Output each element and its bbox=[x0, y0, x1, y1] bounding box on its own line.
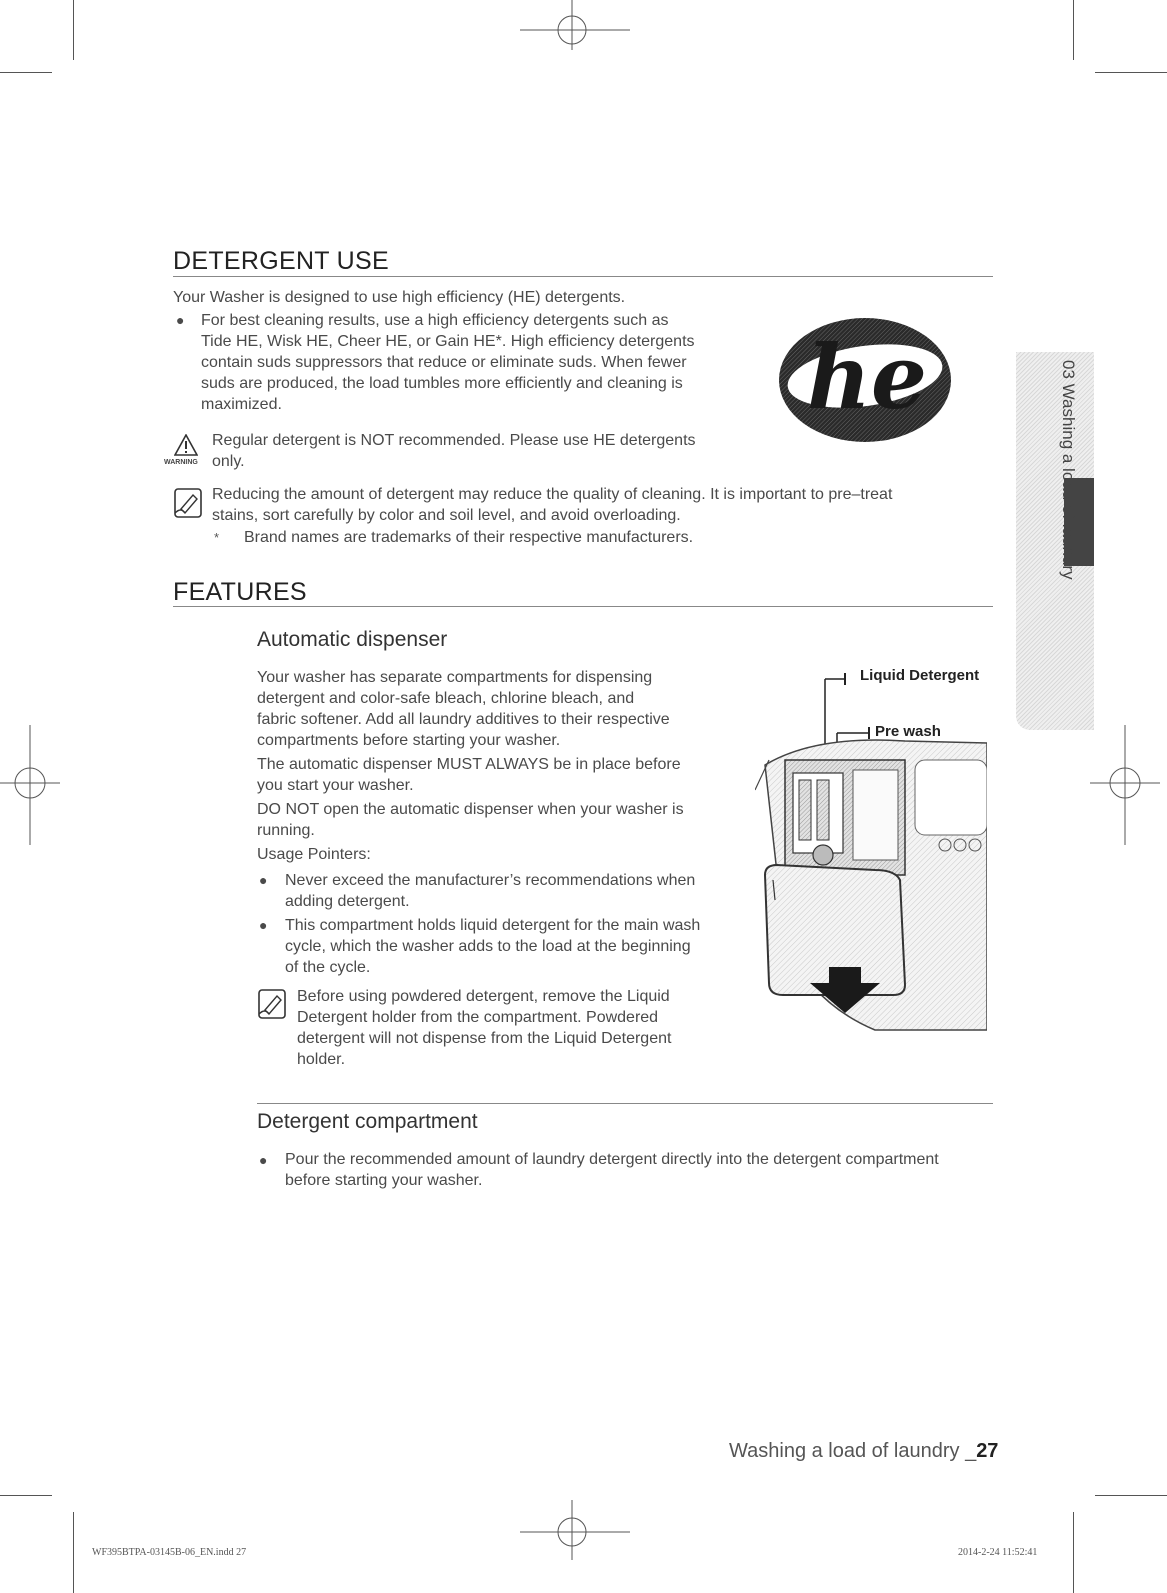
crop-mark bbox=[73, 0, 74, 60]
crop-mark bbox=[1095, 1495, 1167, 1496]
text-line: only. bbox=[212, 453, 245, 470]
text-line: cycle, which the washer adds to the load at the beginning bbox=[285, 938, 691, 955]
text-line: running. bbox=[257, 822, 315, 839]
logo-text: he bbox=[807, 325, 927, 429]
detergent-note bbox=[212, 484, 1012, 526]
crop-mark bbox=[0, 1495, 52, 1496]
powder-note bbox=[297, 986, 737, 1070]
registration-mark-right bbox=[1090, 725, 1160, 845]
text-line: Usage Pointers: bbox=[257, 846, 371, 863]
text-line: Regular detergent is NOT recommended. Please use HE detergents bbox=[212, 432, 696, 449]
subsection-title-automatic-dispenser: Automatic dispenser bbox=[257, 628, 448, 651]
text-line: compartments before starting your washer. bbox=[257, 732, 561, 749]
text-line: holder. bbox=[297, 1051, 346, 1068]
text-line: fabric softener. Add all laundry additives to their respective bbox=[257, 711, 670, 728]
text-line: suds are produced, the load tumbles more efficiently and cleaning is bbox=[201, 375, 683, 392]
footnote-mark: * bbox=[214, 530, 220, 545]
bullet-dot: ● bbox=[259, 1152, 268, 1168]
crop-mark bbox=[0, 72, 52, 73]
detergent-compartment-bullet bbox=[285, 1149, 1005, 1191]
text-line: stains, sort carefully by color and soil level, and avoid overloading. bbox=[212, 507, 681, 524]
text-line: Your washer has separate compartments for dispensing bbox=[257, 669, 653, 686]
he-logo bbox=[775, 308, 955, 448]
callout-liquid-detergent: Liquid Detergent bbox=[860, 667, 980, 684]
footnote: Brand names are trademarks of their respective manufacturers. bbox=[244, 529, 694, 546]
text-line: maximized. bbox=[201, 396, 282, 413]
section-title-detergent-use: DETERGENT USE bbox=[173, 247, 389, 275]
text-line: Reducing the amount of detergent may reduce the quality of cleaning. It is important to pre–treat bbox=[212, 486, 893, 503]
text-line: Detergent holder from the compartment. Powdered bbox=[297, 1009, 659, 1026]
warning-label: WARNING bbox=[164, 459, 198, 466]
text-line: Tide HE, Wisk HE, Cheer HE, or Gain HE*. High efficiency detergents bbox=[201, 333, 695, 350]
subsection-rule bbox=[257, 1103, 993, 1104]
section-rule bbox=[173, 276, 993, 277]
bullet-dot: ● bbox=[259, 872, 268, 888]
crop-mark bbox=[73, 1512, 74, 1593]
text-line: For best cleaning results, use a high efficiency detergents such as bbox=[201, 312, 669, 329]
crop-mark bbox=[1073, 0, 1074, 60]
warning-icon bbox=[174, 434, 198, 456]
chapter-side-tab bbox=[1016, 352, 1094, 730]
text-line: This compartment holds liquid detergent for the main wash bbox=[285, 917, 701, 934]
text-line: before starting your washer. bbox=[285, 1172, 483, 1189]
file-name: WF395BTPA-03145B-06_EN.indd 27 bbox=[92, 1547, 247, 1558]
registration-mark-left bbox=[0, 725, 60, 845]
text-line: Pour the recommended amount of laundry detergent directly into the detergent compartment bbox=[285, 1151, 939, 1168]
text-line: The automatic dispenser MUST ALWAYS be in place before bbox=[257, 756, 681, 773]
footer-label: Washing a load of laundry _ bbox=[729, 1440, 977, 1462]
text-line: contain suds suppressors that reduce or eliminate suds. When fewer bbox=[201, 354, 687, 371]
subsection-title-detergent-compartment: Detergent compartment bbox=[257, 1110, 478, 1133]
detergent-intro: Your Washer is designed to use high efficiency (HE) detergents. bbox=[173, 289, 626, 306]
crop-mark bbox=[1073, 1512, 1074, 1593]
text-line: adding detergent. bbox=[285, 893, 410, 910]
dispenser-illustration bbox=[755, 665, 987, 1035]
text-line: DO NOT open the automatic dispenser when your washer is bbox=[257, 801, 684, 818]
text-line: you start your washer. bbox=[257, 777, 414, 794]
section-title-features: FEATURES bbox=[173, 578, 307, 606]
page-footer bbox=[729, 1440, 998, 1463]
warning-text bbox=[212, 430, 772, 472]
usage-bullet-1 bbox=[285, 870, 745, 912]
bullet-dot: ● bbox=[176, 312, 185, 328]
section-rule bbox=[173, 606, 993, 607]
text-line: Never exceed the manufacturer’s recommendations when bbox=[285, 872, 696, 889]
text-line: Before using powdered detergent, remove the Liquid bbox=[297, 988, 670, 1005]
registration-mark-top bbox=[515, 0, 635, 50]
usage-bullet-2 bbox=[285, 915, 745, 978]
registration-mark-bottom bbox=[515, 1500, 635, 1560]
detergent-bullet bbox=[201, 310, 761, 415]
chapter-tab-label: 03 Washing a load of laundry bbox=[1059, 360, 1078, 580]
note-icon bbox=[173, 487, 203, 519]
text-line: detergent and color-safe bleach, chlorine bleach, and bbox=[257, 690, 635, 707]
automatic-dispenser-text bbox=[257, 667, 747, 865]
crop-mark bbox=[1095, 72, 1167, 73]
page-number: 27 bbox=[976, 1440, 999, 1462]
bullet-dot: ● bbox=[259, 917, 268, 933]
text-line: of the cycle. bbox=[285, 959, 371, 976]
note-icon bbox=[257, 988, 287, 1020]
callout-prewash-line1: Pre wash bbox=[875, 723, 941, 740]
print-timestamp: 2014-2-24 11:52:41 bbox=[958, 1547, 1038, 1558]
text-line: detergent will not dispense from the Liquid Detergent bbox=[297, 1030, 672, 1047]
